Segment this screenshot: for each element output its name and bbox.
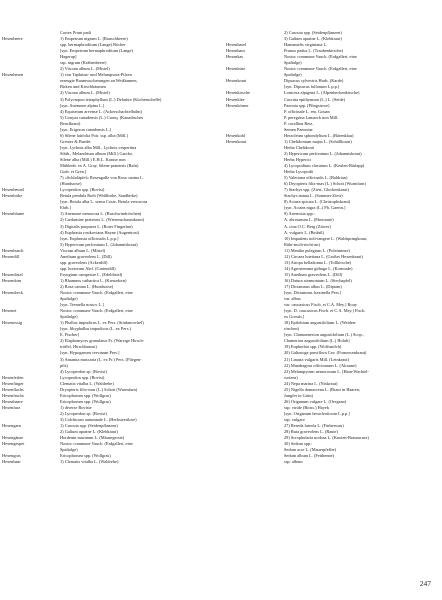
index-term: Hexenhaar (2, 459, 21, 465)
index-entry: 1) diverse Boviste (60, 404, 92, 410)
index-entry: Stachys annua L. (Sommer-Ziest) (284, 193, 343, 199)
index-entry: 19) Euphorbia spp. (Wolfsmilch) (284, 344, 342, 350)
index-entry: A. abrotanum L. (Eberraute) (284, 217, 334, 223)
index-entry: Sedum album L. (Fetthenne) (284, 453, 334, 459)
index-entry: [syn. D. caucasicus Fisch. et C.A. Mey.] Fisch. (284, 308, 366, 314)
index-row (2, 459, 212, 465)
index-entry: 29) Scrophularia nodosa L. (Knoten-Braunwurz) (284, 435, 369, 441)
index-entry: Viscum album L. (Mistel) (60, 247, 106, 253)
index-column-left (2, 30, 212, 465)
index-entry: 2) Viscum album L. (Mistel) (60, 90, 110, 96)
index-entry: ssp. viride (Boiss.) Hayek (284, 404, 330, 410)
index-column-right (226, 30, 436, 465)
index-row (226, 459, 436, 465)
index-term: Hexengespei (2, 441, 25, 447)
index-entry: 15) Anethum graveolens L. (Dill) (284, 271, 343, 277)
index-term: Hexenkörner (226, 102, 249, 108)
index-entry: Berufkraut) (60, 120, 81, 126)
index-entry: 28) Ruta graveolens L. (Raute) (284, 429, 338, 435)
index-entry: Herba Lycopodii (284, 169, 314, 175)
index-entry: 12) Circaea lutetiana L. (Großes Hexenkraut) (284, 253, 363, 259)
index-term: Hexenbusch (2, 247, 24, 253)
index-entry: 13) Atropa belladonna L. (Tollkirsche) (284, 259, 352, 265)
index-entry: Ericophorum spp. (Wollgras) (60, 392, 111, 398)
index-entry: Clematis vitalba L. (Waldrebe) (60, 380, 114, 386)
index-entry: 10) Impatiens noli-tangere L. (Waldspringkraut, (284, 235, 368, 241)
index-entry: Lonicera alpigena L. (Alpenheckenkirsche) (284, 90, 360, 96)
index-term: Hexenhaare (2, 398, 23, 404)
index-entry: Sedum acre L. (Mauerpfeffer) (284, 447, 337, 453)
index-term: Hexenessig (2, 320, 23, 326)
index-entry: [syn. Chamaenerion angustifolium (L.) Scop., (284, 332, 364, 338)
index-entry: Sibth., Melandrium album (Mill.) Garcke, (60, 150, 134, 156)
index-entry: [syn. Dictamnus fraxinella Pers.] (284, 290, 342, 296)
index-entry: weizen) (284, 374, 298, 380)
index-entry: [syn. Euphrasia officinalis L.p.p.] (60, 235, 119, 241)
index-entry: trüffel, Hirschbrunst) (60, 344, 97, 350)
index-entry: 2) Rosa canina L. (Hundsrose) (60, 283, 114, 289)
index-entry: A. vulgaris L. (Beifuß) (284, 229, 324, 235)
index-entry: [syn. Origanum heracleoticum L.p.p.] (284, 410, 350, 416)
index-entry: 20) Galinsoga parviflora Cav. (Franzosenkraut) (284, 350, 367, 356)
index-entry: 24) Nepa marina L. (Nixkraut) (284, 380, 338, 386)
index-entry: 8) Actaea spicata L. (Christophskraut) (284, 199, 351, 205)
index-term: Hexenflachs (2, 386, 24, 392)
index-entry: 4) Euphrasia rostkoviana Hayne (Augentrost) (60, 229, 140, 235)
index-entry: [syn. Tremella nostoc L.] (60, 302, 104, 308)
index-term: Hexenkraut (226, 138, 247, 144)
index-entry: 7) Stachys spp. (Ziest, Glockenkraut) (284, 187, 349, 193)
index-term: Hexenei (2, 308, 17, 314)
index-entry: Birken und Kirschbäumen (60, 84, 106, 90)
index-term: Hexenfurz (2, 404, 21, 410)
index-entry: 25) Nigella damascena L. (Braut in Haaren, (284, 386, 360, 392)
index-entry: 1) Phallus impudicus L. ex Pers. (Stinkmorchel) (60, 320, 144, 326)
index-entry: 3) Digitalis purpurea L. (Roter Fingerhut) (60, 223, 133, 229)
index-term: Hexengarn (2, 423, 22, 429)
index-entry: A. cina O.C. Berg (Zitwer) (284, 223, 331, 229)
index-term: Hexendorn (2, 277, 22, 283)
index-entry: 26) Origanum vulgare L. (Oregano) (284, 398, 347, 404)
index-entry: Dipsacus sylvestris Huds. (Karde) (284, 78, 344, 84)
index-entry: 4) Lycopodium clavatum L. (Keulen-Bärlapp) (284, 163, 365, 169)
index-term: Hexenblume (2, 211, 25, 217)
index-entry: 5) Conyza canadensis (L.) Cronq. (Kanadisches (60, 114, 144, 120)
index-entry: Hamamelis virginiana L. (284, 42, 328, 48)
index-term: Hexenbeutel (2, 187, 24, 193)
index-entry: erzeugte Baumwucherungen an Weißtannen, (60, 78, 138, 84)
index-entry: P. peregrina Lamarck non Mill. (284, 114, 339, 120)
index-entry: [syn. Empetrum hermaphroditum (Lange) (60, 48, 133, 54)
index-entry: Jungfer in Grün) (284, 392, 313, 398)
index-entry: Hagerup] (60, 54, 77, 60)
index-entry: Betula pendula Roth (Weißbirke, Sandbirke) (60, 193, 138, 199)
index-entry: Ericophorum spp. (Wollgras) (60, 453, 111, 459)
index-entry: 2) Cardamine pratensis L. (Wiesenschaumkraut) (60, 217, 145, 223)
index-term: Hexengras (2, 453, 21, 459)
index-entry: P. corallina Retz. (284, 120, 314, 126)
index-entry: Heracleum sphondylium L. (Bärenklau) (284, 132, 354, 138)
index-entry: 21) Linaria vulgaris Mill. (Leinkraut) (284, 356, 350, 362)
index-entry: 1) Empetrum nigrum L. (Rauschbeere) (60, 36, 128, 42)
index-term: Hexenklee (226, 96, 245, 102)
index-entry: Herba Hyperici (284, 156, 311, 162)
index-entry: ex Grossh.] (284, 314, 305, 320)
index-entry: Ehrh.] (60, 205, 71, 211)
index-entry: 9) Artemisia spp.: (284, 211, 316, 217)
index-entry: 30) Sedum spp.: (284, 441, 313, 447)
index-entry: [syn. Lychnis alba Mill., Lychnis vespertina (60, 144, 137, 150)
index-term: Hexenbirke (2, 193, 23, 199)
index-term: Hexenhasel (226, 42, 247, 48)
index-entry: 1) Chelidonium majus L. (Schöllkraut) (284, 138, 352, 144)
index-entry: 1) von Taphrina- und Melampsora-Pilzen (60, 72, 132, 78)
index-term: Hexenfeifen (2, 374, 24, 380)
index-entry: Nostoc commune Vauch. (Erdgallert, eine (60, 308, 133, 314)
index-entry: Godr. et Gren.] (60, 169, 87, 175)
index-entry: 1) Clematis vitalba L. (Waldrebe) (60, 459, 119, 465)
index-term: Hexendistel (2, 271, 23, 277)
index-entry: 3) Polycarpon tetraphyllum (L.) Delarbre (Küchenschelle) (60, 96, 162, 102)
index-term: Hexenfinger (2, 380, 24, 386)
index-entry: Spaltalge) (60, 447, 78, 453)
index-entry: Hordeum murinum L. (Mäusegerste) (60, 435, 125, 441)
index-entry: 2) Viscum album L. (Mistel) (60, 66, 110, 72)
index-entry: Ericophorum spp. (Wollgras) (60, 398, 111, 404)
index-entry: (Hundsrose) (60, 181, 82, 187)
index-entry: röschen) (284, 326, 299, 332)
index-entry: Prunus padus L. (Traubenkirsche) (284, 48, 343, 54)
index-entry: 7) »Schlafäpfel« Rosengalle von Rosa canina L. (60, 175, 144, 181)
index-entry: Spaltalge) (284, 60, 302, 66)
index-entry: ssp. album (284, 459, 303, 465)
index-entry: spp. hortorum Alef. (Gartendill) (60, 265, 116, 271)
index-entry: 1) Anemone nemorosa L. (Buschwindröschen) (60, 211, 142, 217)
index-term: Hexendill (2, 253, 20, 259)
index-entry: 22) Mandragora officinarum L. (Alraune) (284, 362, 357, 368)
index-entry: 4) Lycoperdon sp. (Bovist) (60, 368, 107, 374)
index-entry: [syn. Anemone alpina L.] (60, 102, 105, 108)
index-entry: [syn. Actaea nigra (L.) Ph. Gaertn.] (284, 205, 346, 211)
index-entry: 2) Lycoperdon sp. (Bovist) (60, 410, 107, 416)
index-entry: ssp. nigrum (Krähenbeere) (60, 60, 107, 66)
index-entry: Lycoperdon spp. (Bovist) (60, 374, 105, 380)
index-entry: var. caucasicus Fisch. et C.A. Mey.] Rouy (284, 302, 357, 308)
index-entry: spp. hermaphroditum (Lange) Böcher (60, 42, 126, 48)
index-entry: 14) Agrostemma githago L. (Kornrade) (284, 265, 353, 271)
index-term: Hexenbesen (2, 72, 24, 78)
index-entry: Cortex Pruni padi (60, 30, 91, 35)
index-entry: Chamerion angustifolium (L.) Holub] (284, 338, 350, 344)
index-entry: Paeonia spp. (Pfingstrose) (284, 102, 330, 108)
index-entry: 11) Mentha pulegium L. (Poleiminze) (284, 247, 350, 253)
index-entry: 1) Cuscuta spp. (Seidenpflanzen) (60, 423, 118, 429)
index-entry: 3) Amanita muscaria (L. ex Fr.) Pers. (Fliegen- (60, 356, 142, 362)
index-entry: Anethum graveolens L. (Dill) (60, 253, 112, 259)
index-entry: Nostoc commune Vauch. (Erdgallert, eine (284, 54, 357, 60)
index-entry: Spaltalge) (60, 296, 78, 302)
index-entry: E. Fischer] (60, 332, 80, 338)
index-term: Hexenbeere (2, 36, 23, 42)
index-entry: Cuscuta epithymum (L.) L. (Seide) (284, 96, 346, 102)
index-entry: 1) Rhamnus cathartica L. (Kreuzdorn) (60, 277, 127, 283)
index-entry: 3) Galium aparine L. (Klebkraut) (284, 36, 342, 42)
index-term: Hexenkas (226, 54, 244, 60)
index-entry: 3) Colchicum autumnale L. (Herbstzeitlose) (60, 417, 137, 422)
index-entry: [syn. Erigeron canadensis L.] (60, 126, 112, 132)
index-entry: Rühr-mich-nicht-an) (284, 241, 320, 247)
index-entry: Lycoperdon spp. (Bovist) (60, 187, 105, 193)
index-entry: Eryngium campestre L. (Edeldistel) (60, 271, 123, 277)
index-entry: Semen Paeoniae (284, 126, 313, 132)
index-entry: Spaltalge) (60, 314, 78, 320)
index-entry: Dryopteris filix-mas (L.) Schott (Wurmfarn) (60, 386, 138, 392)
page-number: 247 (419, 579, 431, 588)
index-entry: 17) Dictamnus albus L. (Diptam) (284, 283, 342, 289)
index-entry: 4) Equisetum arvense L. (Ackerschachtelhalm) (60, 108, 142, 114)
index-entry: Greuter & Burdet (60, 138, 91, 144)
index-term: Hexenkraut (226, 78, 247, 84)
index-entry: P. officinale L. em. Gouan (284, 108, 330, 114)
index-term: Hexendreck (2, 290, 23, 296)
index-entry: 2) Galium aparine L. (Klebkraut) (60, 429, 118, 435)
index-term: Hexenhaut (226, 48, 245, 54)
index-entry: [syn. Betula alba L. sensu Coste, Betula verrucosa (60, 199, 148, 205)
index-entry: 23) Melampyrum nemorosum L. (Hain-Wachtel- (284, 368, 369, 374)
index-term: Hexengänse (2, 435, 24, 441)
index-entry: [syn. Ithyphallus impudicus (L. ex Pers.) (60, 326, 131, 332)
index-entry: pilz) (60, 362, 68, 368)
index-entry: Spaltalge) (284, 72, 302, 78)
index-term: Hexenkirsche (226, 90, 250, 96)
index-entry: 2) Elaphomyces granulatus Fr. (Warzige Hirsch- (60, 338, 145, 344)
index-entry: var. albus (284, 296, 301, 302)
index-entry: ssp. vulgare (284, 417, 305, 422)
index-entry: 5) Valeriana officinalis L. (Baldrian) (284, 175, 348, 181)
index-entry: 27) Reseda luteola L. (Färberwau) (284, 423, 344, 429)
index-entry: 6) Silene latifolia Poir. ssp. alba (Mill.) (60, 132, 128, 138)
index-entry: Nostoc commune Vauch. (Erdgallert, eine (284, 66, 357, 72)
index-term: Hexenkohl (226, 132, 246, 138)
index-entry: [syn. Dipsacus fullonum L.p.p.] (284, 84, 340, 90)
index-entry: 16) Datura stramonium L. (Stechapfel) (284, 277, 352, 283)
index-term: Hexenfrucht (2, 392, 24, 398)
index-entry: Nostoc commune Vauch. (Erdgallert, eine (60, 441, 133, 447)
index-entry: 2) Cuscuta spp. (Seidenpflanzen) (284, 30, 342, 35)
index-entry: Mühlenb. ex A. Gray, Silene pratensis (Rafn) (60, 163, 139, 169)
index-entry: [syn. Hypogaeum cervinum Pers.] (60, 350, 120, 356)
index-entry: 2) Hypericum perforatum L. (Johanniskraut) (284, 150, 362, 156)
index-entry: 18) Epilobium angustifolium L. (Weiden- (284, 320, 357, 326)
index-entry: Silene alba (Mill.) E.H.L. Krause non (60, 156, 126, 162)
index-entry: Herba Chelidonii (284, 144, 315, 150)
index-entry: 6) Dryopteris filix-mas (L.) Schott (Wurmfarn) (284, 181, 366, 187)
index-entry: Nostoc commune Vauch. (Erdgallert, eine (60, 290, 133, 296)
index-term: Hexenküse (226, 66, 246, 72)
index-entry: spp. graveolens (Ackerdill) (60, 259, 108, 265)
index-entry: 5) Hypericum perforatum L. (Johanniskraut) (60, 241, 138, 247)
